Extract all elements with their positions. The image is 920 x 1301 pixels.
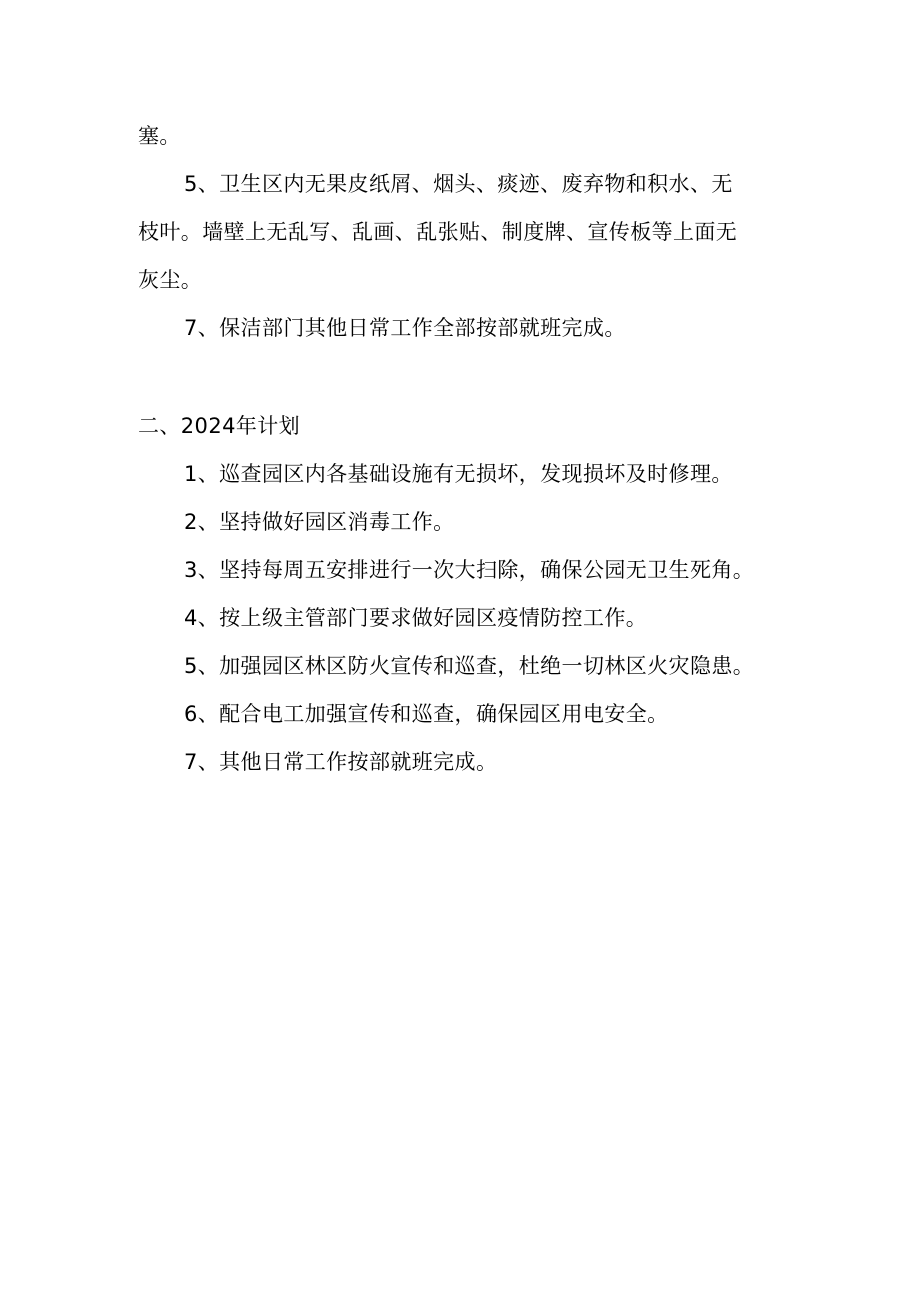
continuation-line: 塞。 <box>138 124 181 148</box>
plan-item-2: 2、坚持做好园区消毒工作。 <box>184 510 455 534</box>
item-7-line: 7、保洁部门其他日常工作全部按部就班完成。 <box>184 316 626 340</box>
section-heading: 二、2024年计划 <box>138 414 301 438</box>
plan-item-5: 5、加强园区林区防火宣传和巡查，杜绝一切林区火灾隐患。 <box>184 654 755 678</box>
item-5-line-3: 灰尘。 <box>138 268 203 292</box>
plan-item-3: 3、坚持每周五安排进行一次大扫除，确保公园无卫生死角。 <box>184 558 755 582</box>
item-5-line-1: 5、卫生区内无果皮纸屑、烟头、痰迹、废弃物和积水、无 <box>184 172 733 196</box>
plan-item-1: 1、巡查园区内各基础设施有无损坏，发现损坏及时修理。 <box>184 462 733 486</box>
plan-item-7: 7、其他日常工作按部就班完成。 <box>184 750 498 774</box>
plan-item-4: 4、按上级主管部门要求做好园区疫情防控工作。 <box>184 606 648 630</box>
plan-item-6: 6、配合电工加强宣传和巡查，确保园区用电安全。 <box>184 702 669 726</box>
section-spacer <box>138 352 788 402</box>
item-5-line-2: 枝叶。墙壁上无乱写、乱画、乱张贴、制度牌、宣传板等上面无 <box>138 220 738 244</box>
document-body <box>138 112 788 786</box>
